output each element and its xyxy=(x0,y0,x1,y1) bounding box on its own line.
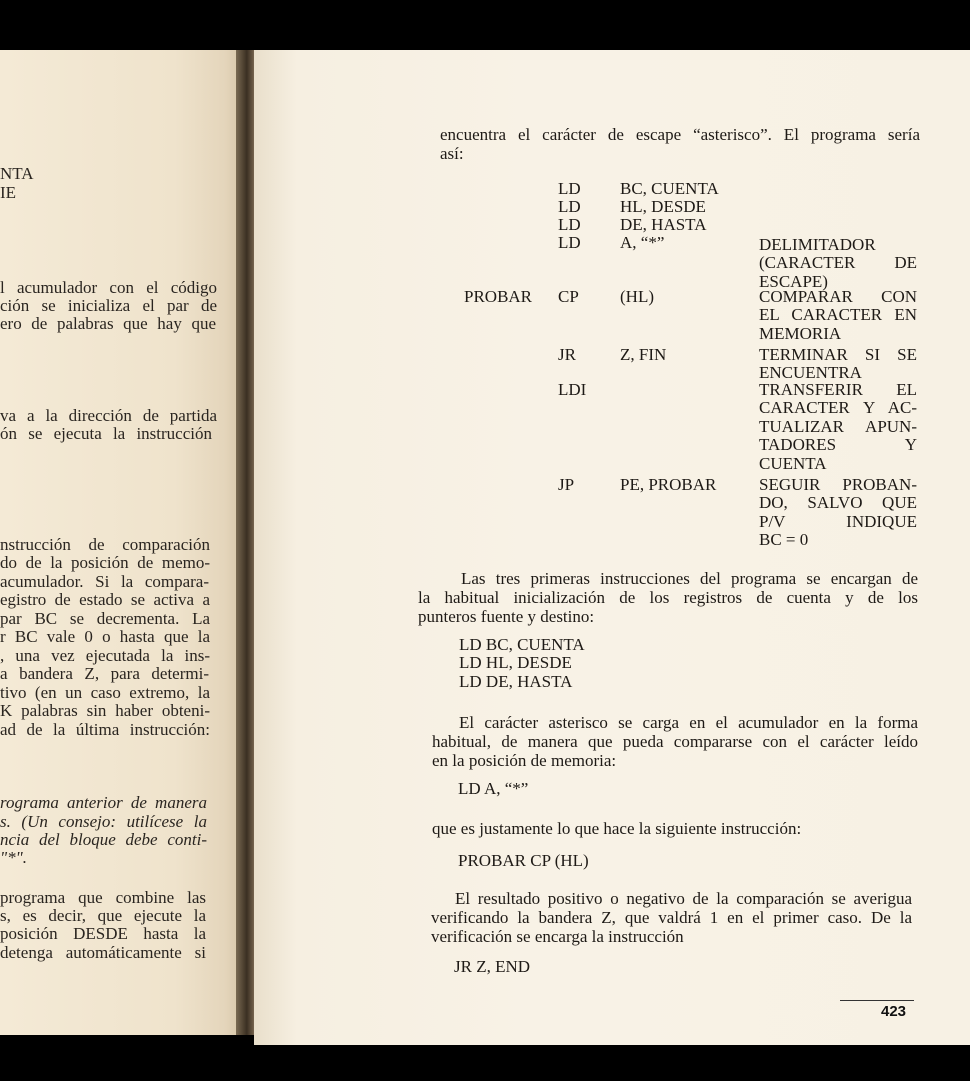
left-page-line: programa que combine las xyxy=(0,888,206,907)
program-operands: DE, HASTA xyxy=(620,215,707,234)
left-page-line: , una vez ejecutada la ins- xyxy=(0,646,210,665)
program-comment-line: (CARACTER DE xyxy=(759,253,917,273)
program-comment-line: TERMINAR SI SE xyxy=(759,345,917,364)
program-opcode: JR xyxy=(558,345,576,364)
program-operands: HL, DESDE xyxy=(620,197,706,216)
left-page-line: l acumulador con el código xyxy=(0,278,217,297)
program-label: PROBAR xyxy=(464,287,533,306)
program-comment xyxy=(759,381,917,473)
program-comment xyxy=(759,236,917,291)
left-page-line: par BC se decrementa. La xyxy=(0,609,210,628)
left-page-line: do de la posición de memo- xyxy=(0,553,210,572)
program-opcode: LD xyxy=(558,179,581,198)
left-page-line: ción se inicializa el par de xyxy=(0,296,217,315)
left-page-line: ón se ejecuta la instrucción xyxy=(0,424,212,443)
left-page-line: tivo (en un caso extremo, la xyxy=(0,683,210,702)
program-operands: Z, FIN xyxy=(620,345,667,364)
left-page-line: s, es decir, que ejecute la xyxy=(0,906,206,925)
left-page-line: IE xyxy=(0,183,17,202)
paragraph-3: que es justamente lo que hace la siguiente instrucción: xyxy=(432,819,802,838)
left-page-line: posición DESDE hasta la xyxy=(0,924,206,943)
program-comment-line: TRANSFERIR EL xyxy=(759,380,917,399)
program-comment-line: P/V INDIQUE xyxy=(759,511,917,531)
left-page-line: r BC vale 0 o hasta que la xyxy=(0,627,210,646)
page-number-rule xyxy=(840,1000,914,1001)
program-comment-line: TADORES Y xyxy=(759,435,917,455)
program-operands: PE, PROBAR xyxy=(620,475,717,494)
code-line-2: LD A, “*” xyxy=(458,779,529,798)
program-comment-line: MEMORIA xyxy=(759,323,842,343)
program-operands: BC, CUENTA xyxy=(620,179,719,198)
code-line-3: PROBAR CP (HL) xyxy=(458,851,589,870)
left-page-line: ad de la última instrucción: xyxy=(0,720,210,739)
program-opcode: LD xyxy=(558,233,581,252)
left-page-line: egistro de estado se activa a xyxy=(0,590,210,609)
paragraph-line: verificando la bandera Z, que valdrá 1 en el primer caso. De la xyxy=(431,908,912,927)
paragraph-4 xyxy=(431,889,912,946)
program-comment xyxy=(759,476,917,550)
program-comment-line: DELIMITADOR xyxy=(759,235,876,254)
program-comment-line: EL CARACTER EN xyxy=(759,305,917,325)
paragraph-line: en la posición de memoria: xyxy=(432,751,617,770)
paragraph-line: la habitual inicialización de los registros de cuenta y de los xyxy=(418,588,918,607)
paragraph-line: punteros fuente y destino: xyxy=(418,607,595,626)
paragraph-line: verificación se encarga la instrucción xyxy=(431,927,684,946)
intro-paragraph xyxy=(440,125,920,163)
program-operands: A, “*” xyxy=(620,233,665,252)
paragraph-line: habitual, de manera que pueda compararse con el carácter leído xyxy=(432,732,918,751)
left-page-line: nstrucción de comparación xyxy=(0,535,210,554)
code-line: LD BC, CUENTA xyxy=(459,635,585,654)
left-page-line: rograma anterior de manera xyxy=(0,793,207,812)
intro-line: encuentra el carácter de escape “asterisco”. El programa sería xyxy=(440,125,920,144)
left-page-line: ero de palabras que hay que xyxy=(0,314,216,333)
code-line: LD DE, HASTA xyxy=(459,671,573,691)
program-comment xyxy=(759,288,917,343)
paragraph-line: Las tres primeras instrucciones del programa se encargan de xyxy=(461,569,918,588)
program-comment-line: CUENTA xyxy=(759,453,827,473)
left-page-line: ncia del bloque debe conti- xyxy=(0,830,207,849)
program-comment-line: ENCUENTRA xyxy=(759,363,862,383)
left-page-line: K palabras sin haber obteni- xyxy=(0,701,210,720)
paragraph-2 xyxy=(432,713,918,770)
left-page-line: "*". xyxy=(0,848,28,867)
program-comment xyxy=(759,346,917,383)
program-comment-line: ESCAPE) xyxy=(759,271,828,291)
code-line: LD HL, DESDE xyxy=(459,653,572,673)
program-comment-line: SEGUIR PROBAN- xyxy=(759,475,917,494)
program-opcode: LD xyxy=(558,197,581,216)
paragraph-line: El carácter asterisco se carga en el acumulador en la forma xyxy=(459,713,918,732)
program-opcode: LDI xyxy=(558,380,587,399)
left-page-line: NTA xyxy=(0,164,34,183)
left-page-line: s. (Un consejo: utilícese la xyxy=(0,812,207,831)
code-block-1 xyxy=(459,636,585,691)
paragraph-1 xyxy=(418,569,918,626)
program-operands: (HL) xyxy=(620,287,654,306)
code-line-4: JR Z, END xyxy=(454,957,531,976)
program-comment-line: DO, SALVO QUE xyxy=(759,493,917,513)
left-page-line: va a la dirección de partida xyxy=(0,406,217,425)
page-number: 423 xyxy=(881,1003,907,1020)
left-page-line: detenga automáticamente si xyxy=(0,943,206,962)
program-opcode: LD xyxy=(558,215,581,234)
program-opcode: CP xyxy=(558,287,579,306)
program-comment-line: CARACTER Y AC- xyxy=(759,398,917,418)
program-comment-line: TUALIZAR APUN- xyxy=(759,416,917,436)
program-comment-line: COMPARAR CON xyxy=(759,287,917,306)
paragraph-line: El resultado positivo o negativo de la comparación se averigua xyxy=(455,889,912,908)
intro-line: así: xyxy=(440,144,464,163)
left-page-line: acumulador. Si la compara- xyxy=(0,572,209,591)
left-page-line: a bandera Z, para determi- xyxy=(0,664,209,683)
program-comment-line: BC = 0 xyxy=(759,530,809,550)
program-opcode: JP xyxy=(558,475,575,494)
